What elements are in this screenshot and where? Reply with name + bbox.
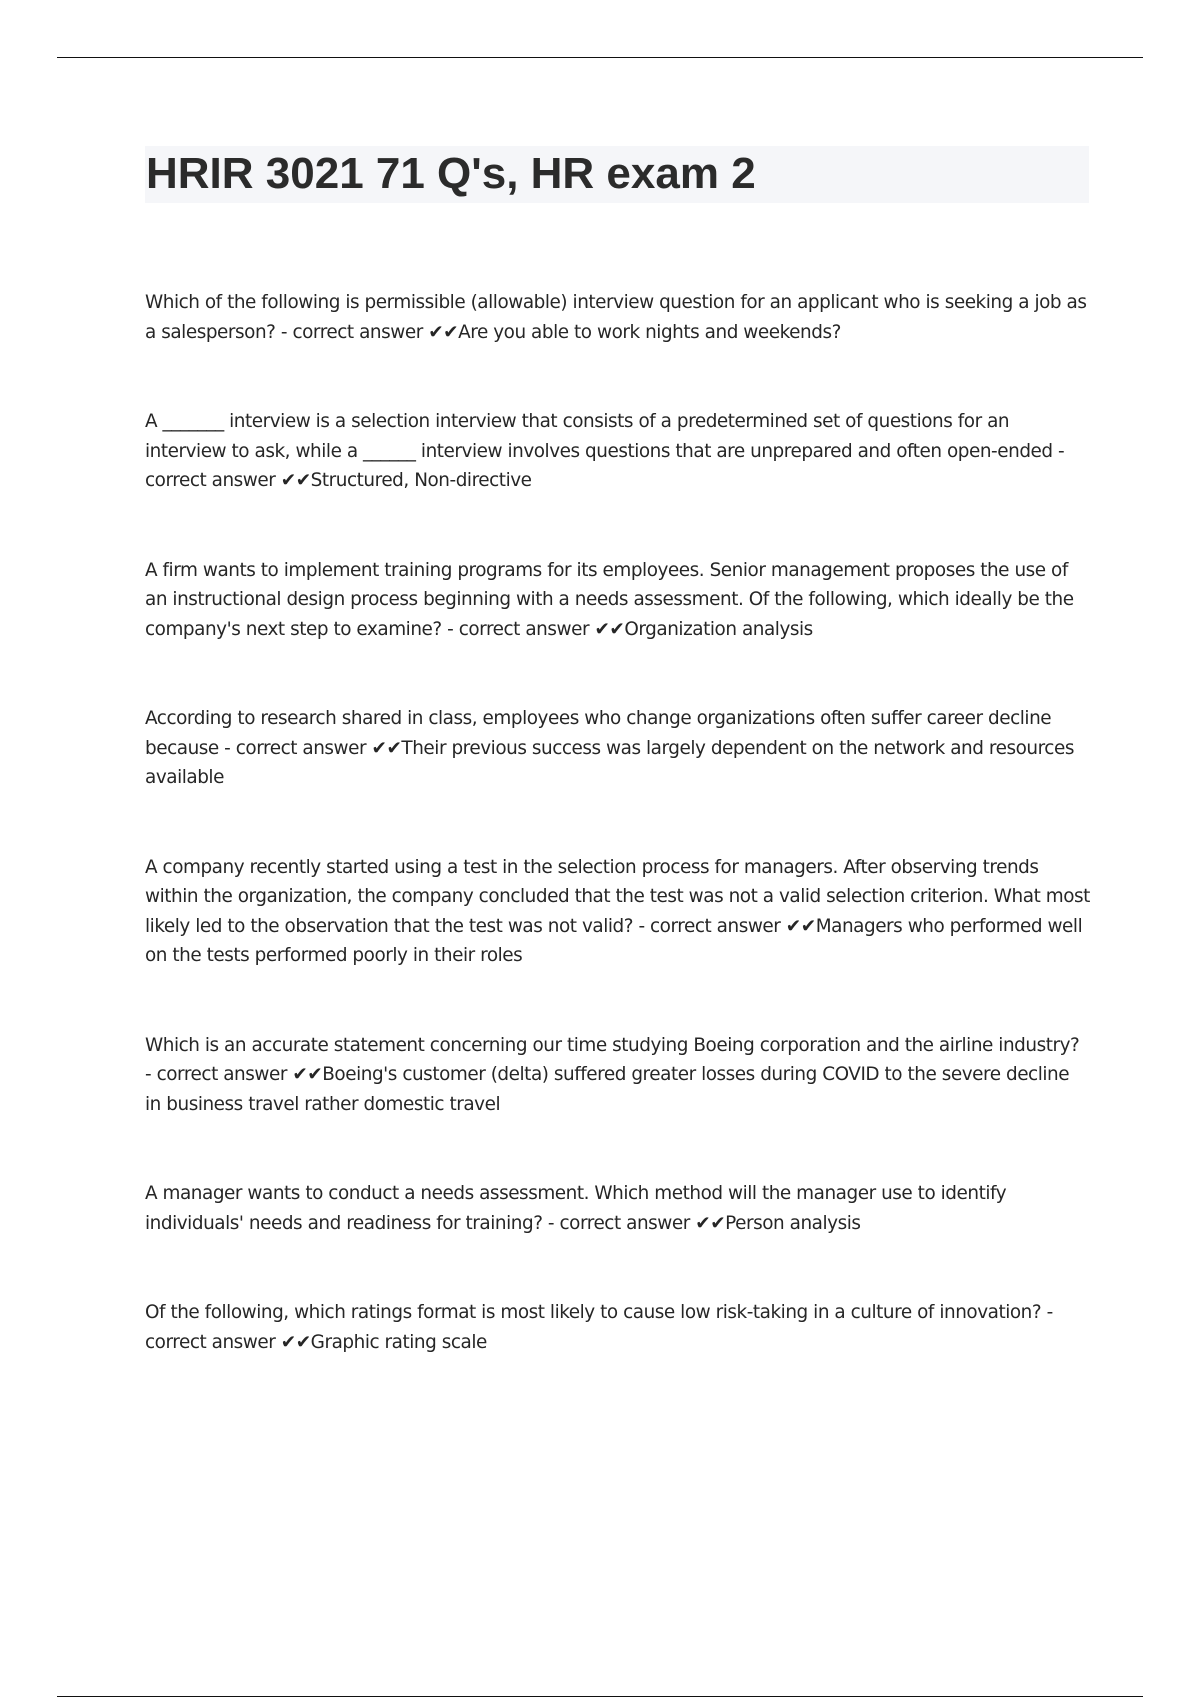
- question-item: A manager wants to conduct a needs assessment. Which method will the manager use to identify individuals' needs and readiness for training? - correct answer ✔✔Person analysis: [145, 1183, 1007, 1234]
- bottom-divider: [57, 1696, 1143, 1697]
- question-item: A firm wants to implement training programs for its employees. Senior management proposes the use of an instructional design process beginning with a needs assessment. Of the following, which ideally be the company's next step to examine? - correct answer ✔✔Organization analysis: [145, 559, 1074, 640]
- top-divider: [57, 57, 1143, 58]
- question-item: According to research shared in class, employees who change organizations often suffer career decline because - correct answer ✔✔Their previous success was largely dependent on the network and resources available: [145, 708, 1074, 788]
- question-item: A company recently started using a test in the selection process for managers. After observing trends within the organization, the company concluded that the test was not a valid selection criterion. What most likely led to the observation that the test was not valid? - correct answer ✔✔Managers who performed well on the tests performed poorly in their roles: [145, 856, 1090, 966]
- question-item: Which is an accurate statement concerning our time studying Boeing corporation and the airline industry? - correct answer ✔✔Boeing's customer (delta) suffered greater losses during COVID to the severe decline in business travel rather domestic travel: [145, 1034, 1080, 1115]
- question-item: A _______ interview is a selection interview that consists of a predetermined set of questions for an interview to ask, while a ______ interview involves questions that are unprepared and often open-ended - correct answer ✔✔Structured, Non-directive: [145, 411, 1065, 491]
- question-list: [145, 288, 1090, 1417]
- question-item: Of the following, which ratings format is most likely to cause low risk-taking in a culture of innovation? - correct answer ✔✔Graphic rating scale: [145, 1302, 1053, 1353]
- page-title: HRIR 3021 71 Q's, HR exam 2: [146, 149, 756, 198]
- question-item: Which of the following is permissible (allowable) interview question for an applicant who is seeking a job as a salesperson? - correct answer ✔✔Are you able to work nights and weekends?: [145, 292, 1087, 343]
